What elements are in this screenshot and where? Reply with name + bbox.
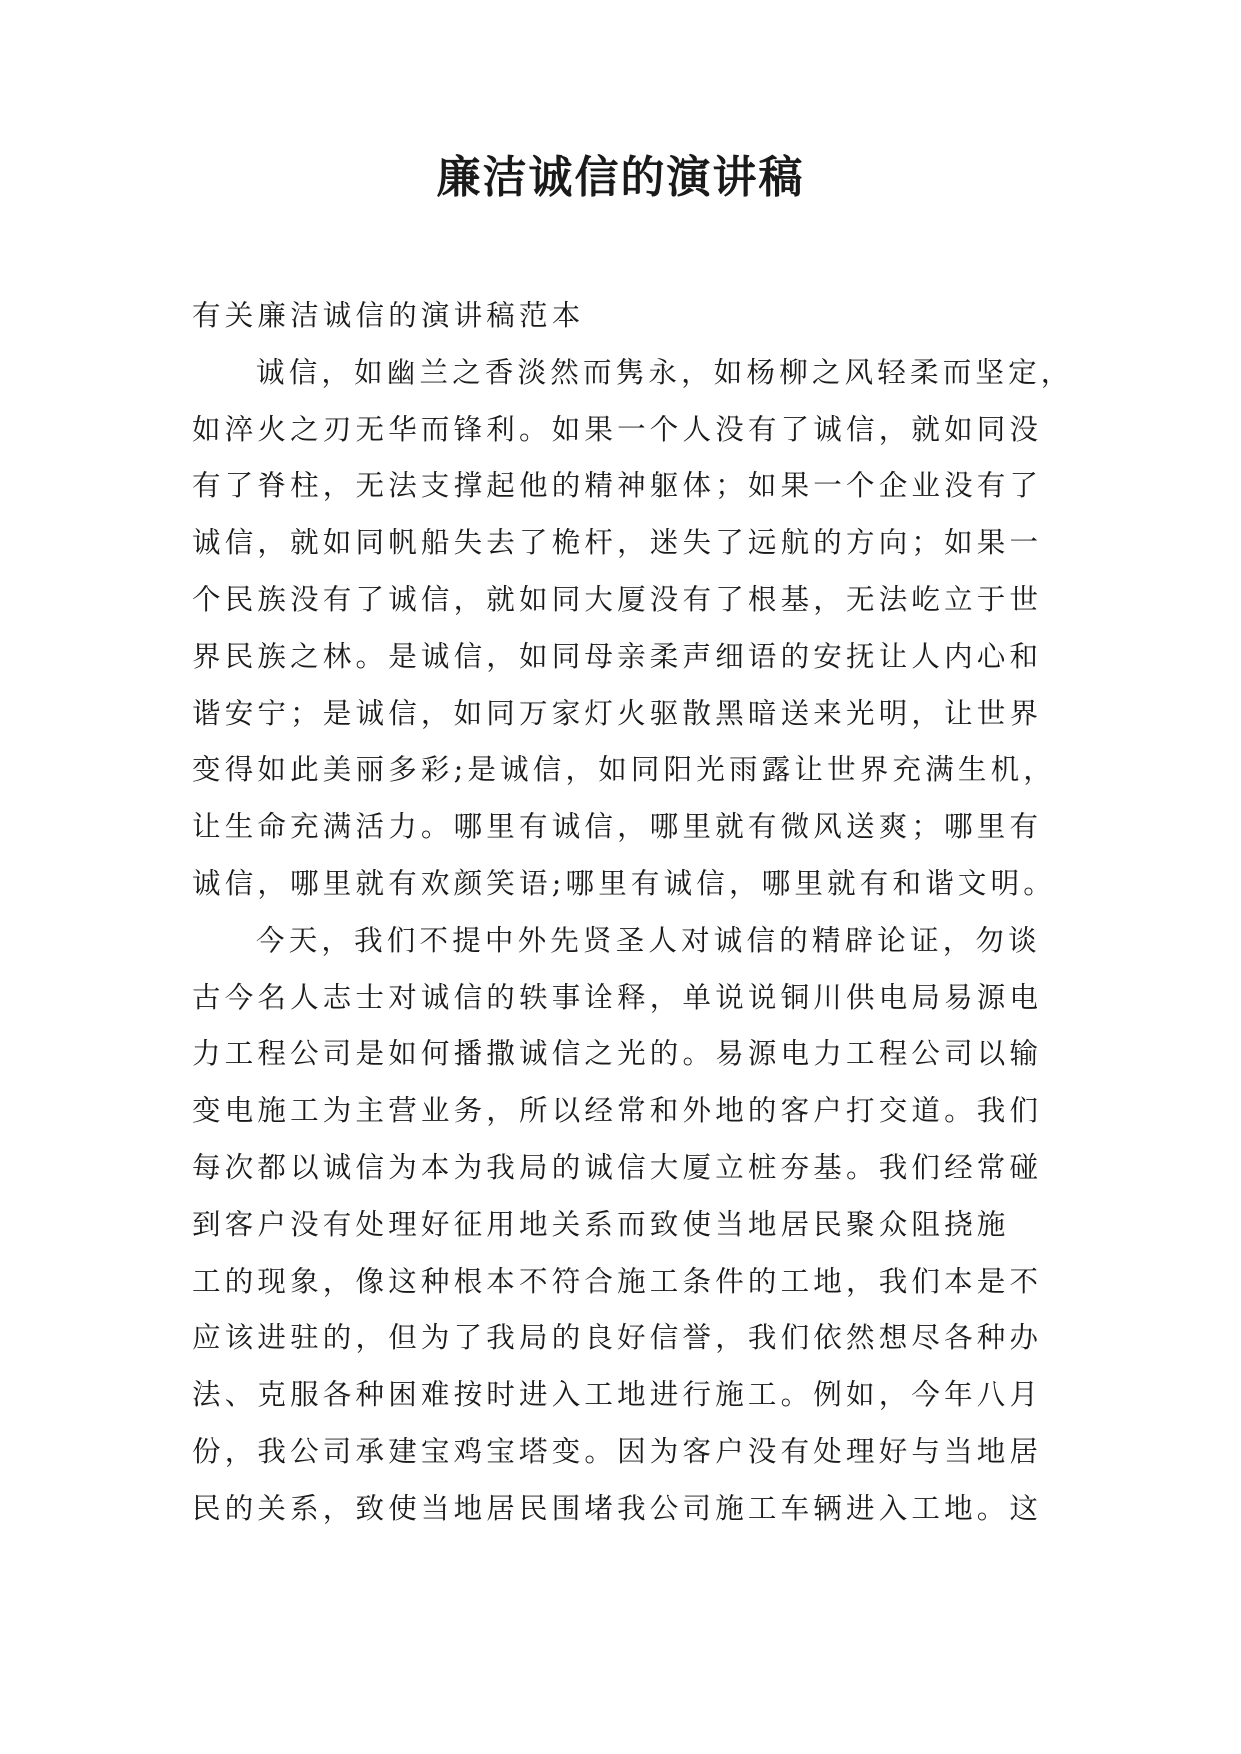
text-line: 应该进驻的，但为了我局的良好信誉，我们依然想尽各种办 (192, 1321, 1043, 1355)
text-line: 如淬火之刃无华而锋利。如果一个人没有了诚信，就如同没 (192, 412, 1043, 446)
text-line: 诚信，就如同帆船失去了桅杆，迷失了远航的方向；如果一 (192, 526, 1043, 560)
text-line: 今天，我们不提中外先贤圣人对诚信的精辟论证，勿谈 (256, 923, 1041, 957)
text-line: 界民族之林。是诚信，如同母亲柔声细语的安抚让人内心和 (192, 639, 1043, 673)
text-line: 份，我公司承建宝鸡宝塔变。因为客户没有处理好与当地居 (192, 1434, 1043, 1468)
text-line: 有了脊柱，无法支撑起他的精神躯体；如果一个企业没有了 (192, 469, 1043, 503)
text-line: 民的关系，致使当地居民围堵我公司施工车辆进入工地。这 (192, 1491, 1043, 1525)
document-body (192, 288, 1074, 1538)
text-line: 到客户没有处理好征用地关系而致使当地居民聚众阻挠施 (192, 1207, 1010, 1241)
text-line: 谐安宁；是诚信，如同万家灯火驱散黑暗送来光明，让世界 (192, 696, 1043, 730)
text-line: 力工程公司是如何播撒诚信之光的。易源电力工程公司以输 (192, 1037, 1043, 1071)
text-line: 诚信，如幽兰之香淡然而隽永，如杨柳之风轻柔而坚定， (256, 355, 1074, 389)
text-line: 每次都以诚信为本为我局的诚信大厦立桩夯基。我们经常碰 (192, 1150, 1043, 1184)
text-line: 工的现象，像这种根本不符合施工条件的工地，我们本是不 (192, 1264, 1043, 1298)
paragraph-lines (192, 345, 1074, 1538)
text-line: 古今名人志士对诚信的轶事诠释，单说说铜川供电局易源电 (192, 980, 1043, 1014)
text-line: 诚信，哪里就有欢颜笑语;哪里有诚信，哪里就有和谐文明。 (192, 866, 1057, 900)
document-title: 廉洁诚信的演讲稿 (436, 152, 805, 203)
document-subtitle: 有关廉洁诚信的演讲稿范本 (192, 299, 585, 332)
text-line: 变得如此美丽多彩;是诚信，如同阳光雨露让世界充满生机， (192, 753, 1057, 787)
text-line: 让生命充满活力。哪里有诚信，哪里就有微风送爽；哪里有 (192, 810, 1043, 844)
text-line: 个民族没有了诚信，就如同大厦没有了根基，无法屹立于世 (192, 582, 1043, 616)
text-line: 变电施工为主营业务，所以经常和外地的客户打交道。我们 (192, 1094, 1043, 1128)
text-line: 法、克服各种困难按时进入工地进行施工。例如，今年八月 (192, 1378, 1043, 1412)
